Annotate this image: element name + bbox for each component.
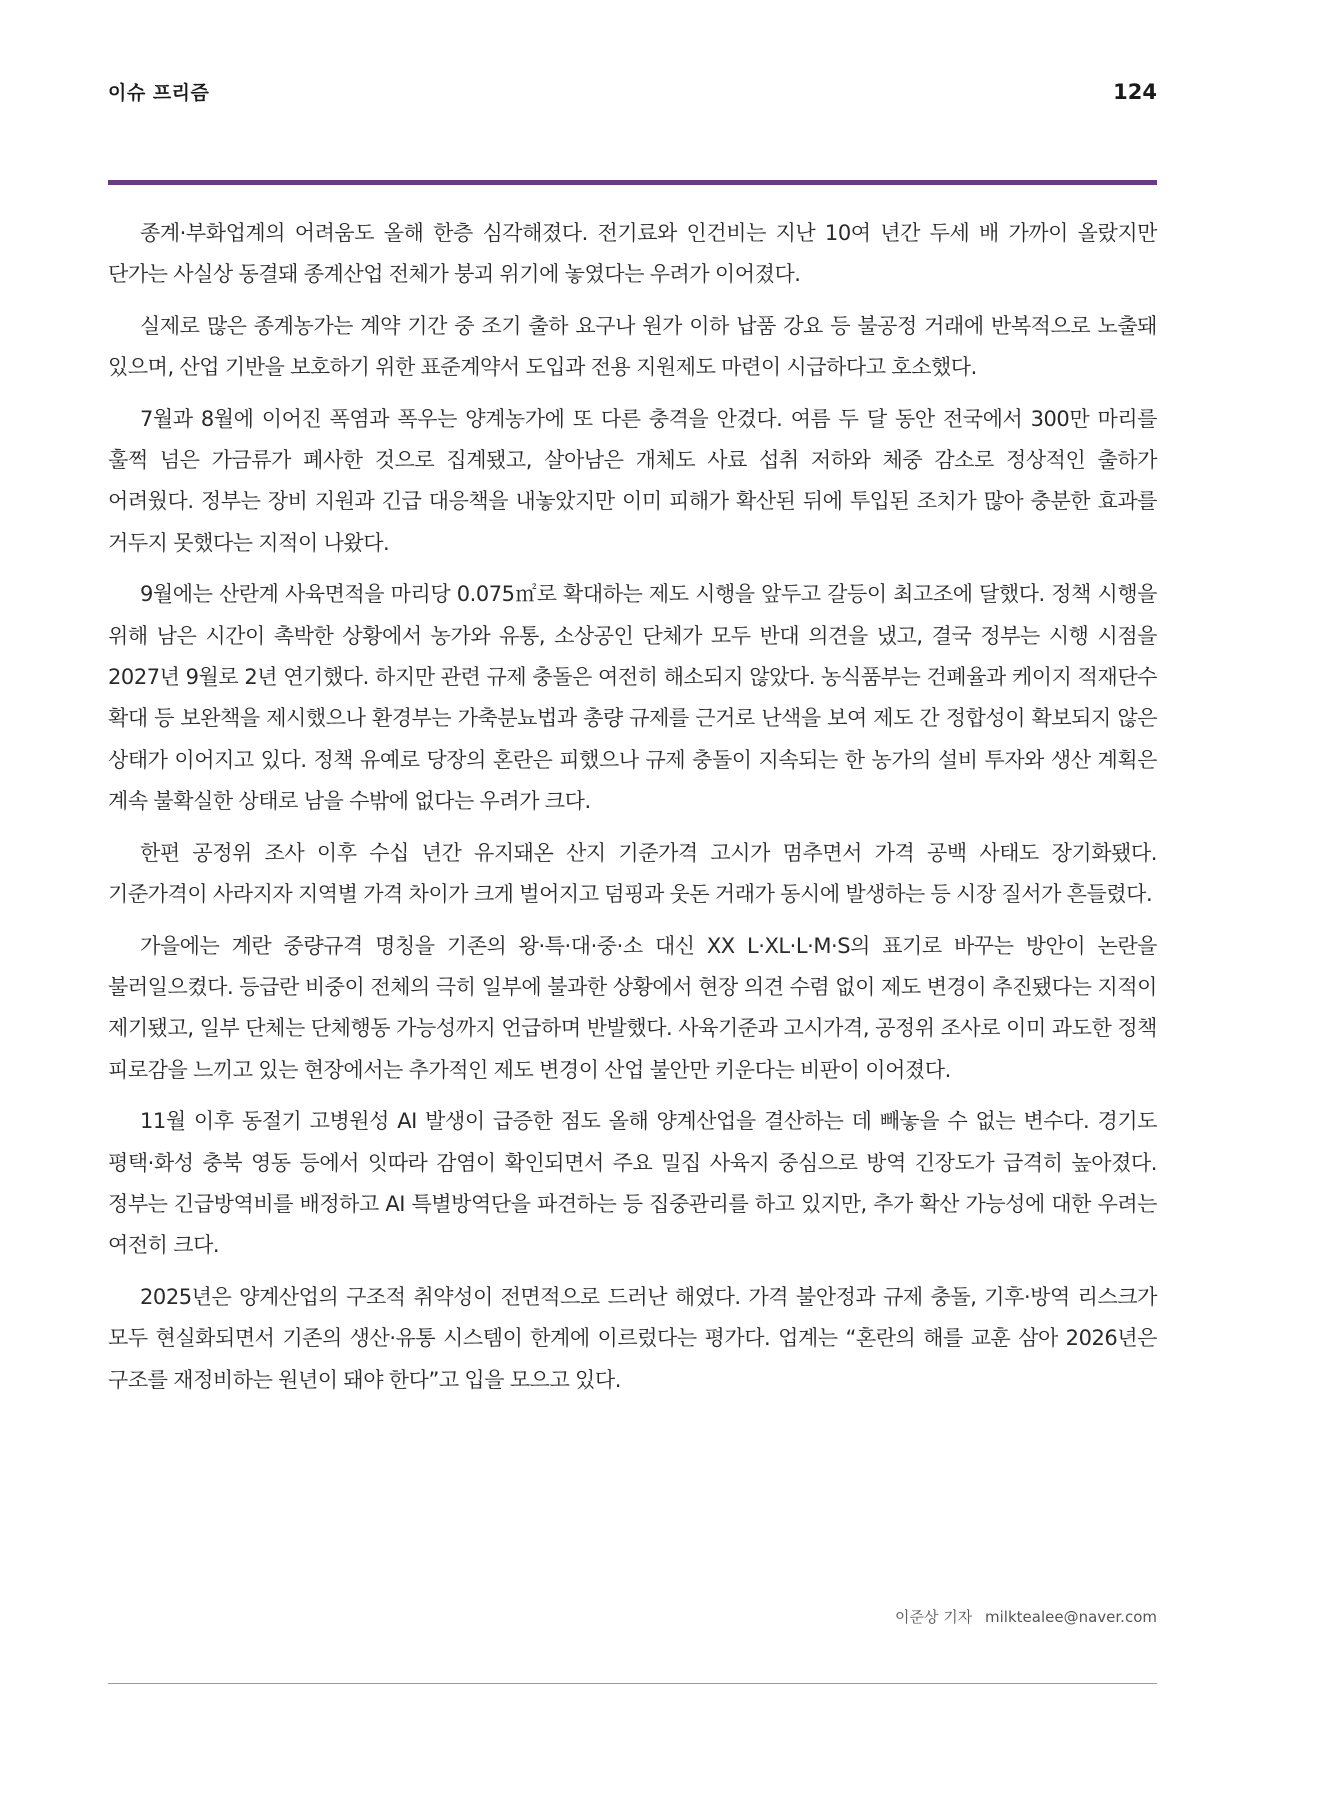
paragraph-6: 가을에는 계란 중량규격 명칭을 기존의 왕·특·대·중·소 대신 XX L·XL·L·M·S의 표기로 바꾸는 방안이 논란을 불러일으켰다. 등급란 비중이 전체의 극히 일부에 불과한 상황에서 현장 의견 수렴 없이 제도 변경이 추진됐다는 지적이 제기됐고, 일부 단체는 단체행동 가능성까지 언급하며 반발했다. 사육기준과 고시가격, 공정위 조사로 이미 과도한 정책 피로감을 느끼고 있는 현장에서는 추가적인 제도 변경이 산업 불안만 키운다는 비판이 이어졌다. — [108, 933, 1157, 1082]
paragraph-5: 한편 공정위 조사 이후 수십 년간 유지돼온 산지 기준가격 고시가 멈추면서 가격 공백 사태도 장기화됐다. 기준가격이 사라지자 지역별 가격 차이가 크게 벌어지고 덤핑과 웃돈 거래가 동시에 발생하는 등 시장 질서가 흔들렸다. — [108, 840, 1157, 907]
article-body — [108, 213, 1157, 1411]
paragraph-4: 9월에는 산란계 사육면적을 마리당 0.075㎡로 확대하는 제도 시행을 앞두고 갈등이 최고조에 달했다. 정책 시행을 위해 남은 시간이 촉박한 상황에서 농가와 유통, 소상공인 단체가 모두 반대 의견을 냈고, 결국 정부는 시행 시점을 2027년 9월로 2년 연기했다. 하지만 관련 규제 충돌은 여전히 해소되지 않았다. 농식품부는 건폐율과 케이지 적재단수 확대 등 보완책을 제시했으나 환경부는 가축분뇨법과 총량 규제를 근거로 난색을 보여 제도 간 정합성이 확보되지 않은 상태가 이어지고 있다. 정책 유예로 당장의 혼란은 피했으나 규제 충돌이 지속되는 한 농가의 설비 투자와 생산 계획은 계속 불확실한 상태로 남을 수밖에 없다는 우려가 크다. — [108, 582, 1157, 814]
paragraph-1: 종계·부화업계의 어려움도 올해 한층 심각해졌다. 전기료와 인건비는 지난 10여 년간 두세 배 가까이 올랐지만 단가는 사실상 동결돼 종계산업 전체가 붕괴 위기에 놓였다는 우려가 이어졌다. — [108, 221, 1157, 287]
paragraph-3: 7월과 8월에 이어진 폭염과 폭우는 양계농가에 또 다른 충격을 안겼다. 여름 두 달 동안 전국에서 300만 마리를 훌쩍 넘은 가금류가 폐사한 것으로 집계됐고, 살아남은 개체도 사료 섭취 저하와 체중 감소로 정상적인 출하가 어려웠다. 정부는 장비 지원과 긴급 대응책을 내놓았지만 이미 피해가 확산된 뒤에 투입된 조치가 많아 충분한 효과를 거두지 못했다는 지적이 나왔다. — [108, 406, 1157, 555]
footer-divider — [108, 1683, 1157, 1684]
paragraph-7: 11월 이후 동절기 고병원성 AI 발생이 급증한 점도 올해 양계산업을 결산하는 데 빼놓을 수 없는 변수다. 경기도 평택·화성 충북 영동 등에서 잇따라 감염이 확인되면서 주요 밀집 사육지 중심으로 방역 긴장도가 급격히 높아졌다. 정부는 긴급방역비를 배정하고 AI 특별방역단을 파견하는 등 집중관리를 하고 있지만, 추가 확산 가능성에 대한 우려는 여전히 크다. — [108, 1109, 1157, 1258]
reporter-name: 이준상 기자 — [895, 1608, 973, 1626]
byline — [895, 1606, 1157, 1627]
page-number: 124 — [1113, 80, 1157, 104]
paragraph-2: 실제로 많은 종계농가는 계약 기간 중 조기 출하 요구나 원가 이하 납품 강요 등 불공정 거래에 반복적으로 노출돼 있으며, 산업 기반을 보호하기 위한 표준계약서 도입과 전용 지원제도 마련이 시급하다고 호소했다. — [108, 313, 1157, 380]
paragraph-8: 2025년은 양계산업의 구조적 취약성이 전면적으로 드러난 해였다. 가격 불안정과 규제 충돌, 기후·방역 리스크가 모두 현실화되면서 기존의 생산·유통 시스템이 한계에 이르렀다는 평가다. 업계는 “혼란의 해를 교훈 삼아 2026년은 구조를 재정비하는 원년이 돼야 한다”고 입을 모으고 있다. — [108, 1284, 1157, 1392]
reporter-email[interactable]: milktealee@naver.com — [985, 1608, 1157, 1626]
header-divider — [108, 180, 1157, 185]
section-title: 이슈 프리즘 — [108, 82, 210, 104]
